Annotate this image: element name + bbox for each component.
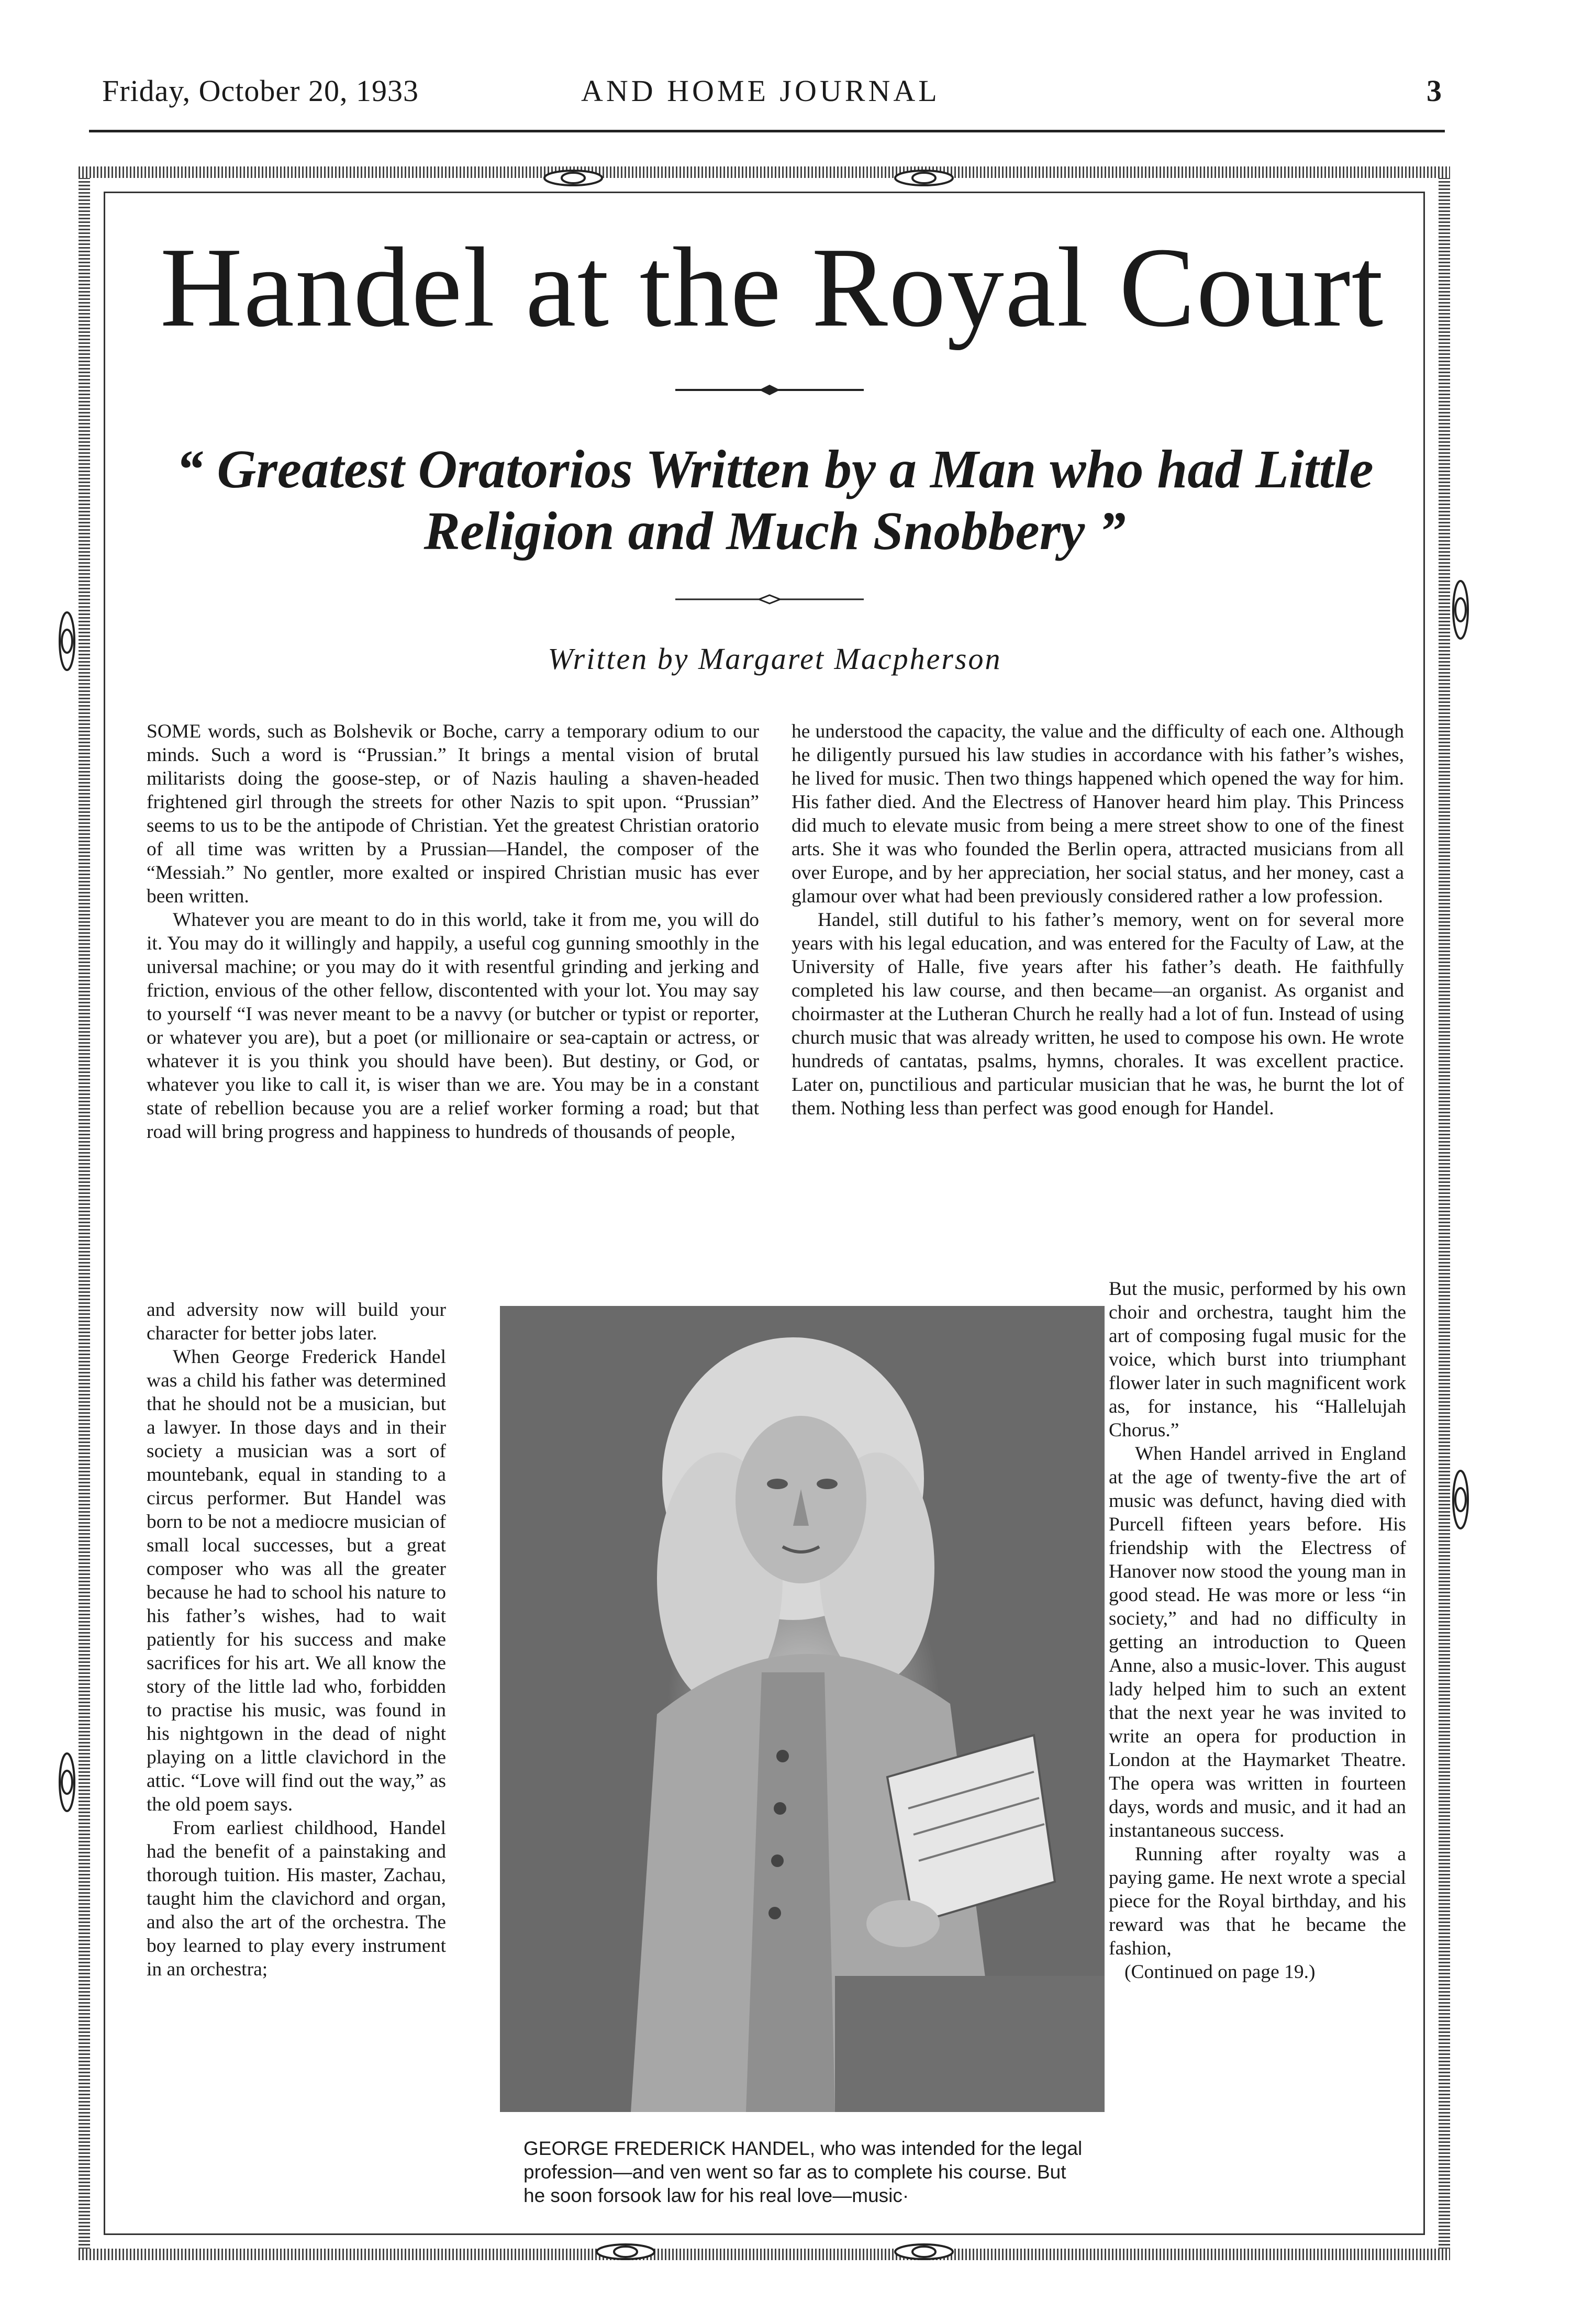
article-headline: Handel at the Royal Court bbox=[160, 225, 1385, 351]
running-head bbox=[102, 73, 1442, 115]
article-subhead: “ Greatest Oratorios Written by a Man who had Little Religion and Much Snobbery ” bbox=[176, 439, 1374, 561]
border-ornament-bottom-left bbox=[592, 2241, 660, 2262]
paragraph: When George Frederick Handel was a child his father was determined that he should not be a musician, but a lawyer. In those days and in their society a musician was a sort of mountebank, equal in standing to a circus performer. But Handel was born to be not a mediocre musician of small local successes, but a great composer who was all the greater because he had to school his nature to his father’s wishes, had to wait patiently for his success and make sacrifices for his art. We all know the story of the little lad who, forbidden to practise his music, was found in his nightgown in the dead of night playing on a little clavichord in the attic. “Love will find out the way,” as the old poem says. bbox=[147, 1346, 446, 1815]
journal-title: AND HOME JOURNAL bbox=[581, 74, 940, 108]
border-ornament-left-lower bbox=[57, 1748, 77, 1816]
paragraph: SOME words, such as Bolshevik or Boche, carry a temporary odium to our minds. Such a word is “Prussian.” It brings a mental vision of brutal militarists doing the goose-step, or of Nazis hauling a shaven-headed frightened girl through the streets for other Nazis to spit upon. “Prussian” seems to us to be the antipode of Christian. Yet the greatest Christian oratorio of all time was written by a Prussian—Handel, the composer of the “Messiah.” No gentler, more exalted or inspired Christian music has ever been written. bbox=[147, 721, 759, 907]
paragraph: When Handel arrived in England at the age of twenty-five the art of music was defunct, having died with Purcell fifteen years before. His friendship with the Electress of Hanover now stood the young man in good stead. He was more or less “in society,” and had no difficulty in getting an introduction to Queen Anne, also a music-lover. This august lady helped him to such an extent that the next year he was invited to write an opera for production in London at the Haymarket Theatre. The opera was written in fourteen days, words and music, and it had an instantaneous success. bbox=[1109, 1443, 1406, 1841]
article-column-1-top bbox=[147, 720, 759, 1301]
caption-text: who was intended for the legal profession—and ven went so far as to complete his course. But he soon forsook law for his real love—music· bbox=[523, 2138, 1083, 2207]
border-ornament-top-right bbox=[890, 167, 958, 188]
paragraph: and adversity now will build your character for better jobs later. bbox=[147, 1299, 446, 1344]
paragraph: Handel, still dutiful to his father’s memory, went on for several more years with his legal education, and was entered for the Faculty of Law, at the University of Halle, five years after his father’s death. He faithfully completed his law course, and then became—an organist. As organist and choirmaster at the Lutheran Church he really had a lot of fun. Instead of using church music that was already written, he used to compose his own. He wrote hundreds of cantatas, psalms, hymns, chorales. It was excellent practice. Later on, punctilious and particular musician that he was, he burnt the lot of them. Nothing less than perfect was good enough for Handel. bbox=[792, 909, 1404, 1119]
issue-date: Friday, October 20, 1933 bbox=[102, 74, 419, 108]
caption-subject: GEORGE FREDERICK HANDEL, bbox=[523, 2138, 816, 2159]
portrait-caption bbox=[523, 2137, 1086, 2207]
paragraph: But the music, performed by his own choir and orchestra, taught him the art of composing fugal music for the voice, which burst into triumphant flower later in such magnificent work as, for instance, his “Hallelujah Chorus.” bbox=[1109, 1278, 1406, 1441]
article-column-2-top bbox=[792, 720, 1404, 1301]
paragraph: Whatever you are meant to do in this world, take it from me, you will do it. You may do it willingly and happily, a useful cog gunning smoothly in the universal machine; or you may do it with resentful grinding and jerking and friction, envious of the other fellow, discontented with your lot. You may say to yourself “I was never meant to be a navvy (or butcher or typist or reporter, or whatever you are), but a poet (or millionaire or sea-captain or actress, or whatever it is you think you should have been). But destiny, or God, or whatever you like to call it, is wiser than we are. You may be in a constant state of rebellion because you are a relief worker forming a road; but that road will bring progress and happiness to hundreds of thousands of people, bbox=[147, 909, 759, 1143]
article-byline: Written by Margaret Macpherson bbox=[548, 642, 1002, 676]
border-ornament-right-lower bbox=[1450, 1466, 1471, 1534]
page-number: 3 bbox=[1427, 74, 1442, 108]
border-ornament-bottom-right bbox=[890, 2241, 958, 2262]
continuation-note: (Continued on page 19.) bbox=[1124, 1961, 1316, 1983]
headline-divider bbox=[675, 382, 864, 398]
handel-portrait bbox=[500, 1306, 1105, 2112]
portrait-figure bbox=[500, 1306, 1105, 2112]
paragraph: he understood the capacity, the value and the difficulty of each one. Although he diligently pursued his law studies in accordance with his father’s wishes, he lived for music. Then two things happened which opened the way for him. His father died. And the Electress of Hanover heard him play. This Princess did much to elevate music from being a mere street show to one of the finest arts. She it was who founded the Berlin opera, attracted musicians from all over Europe, and by her appreciation, her social status, and her money, cast a glamour over what had been previously considered rather a low profession. bbox=[792, 721, 1404, 907]
subhead-divider bbox=[675, 591, 864, 607]
header-rule bbox=[89, 130, 1445, 132]
article-column-1-bottom bbox=[147, 1298, 446, 2251]
article-column-2-bottom bbox=[1109, 1277, 1406, 2251]
paragraph: Running after royalty was a paying game. He next wrote a special piece for the Royal birthday, and his reward was that he became the fashion, bbox=[1109, 1843, 1406, 1959]
border-ornament-left-upper bbox=[57, 607, 77, 675]
paragraph: From earliest childhood, Handel had the benefit of a painstaking and thorough tuition. His master, Zachau, taught him the clavichord and organ, and also the art of the orchestra. The boy learned to play every instrument in an orchestra; bbox=[147, 1817, 446, 1980]
border-ornament-right-upper bbox=[1450, 576, 1471, 644]
border-ornament-top-left bbox=[539, 167, 607, 188]
